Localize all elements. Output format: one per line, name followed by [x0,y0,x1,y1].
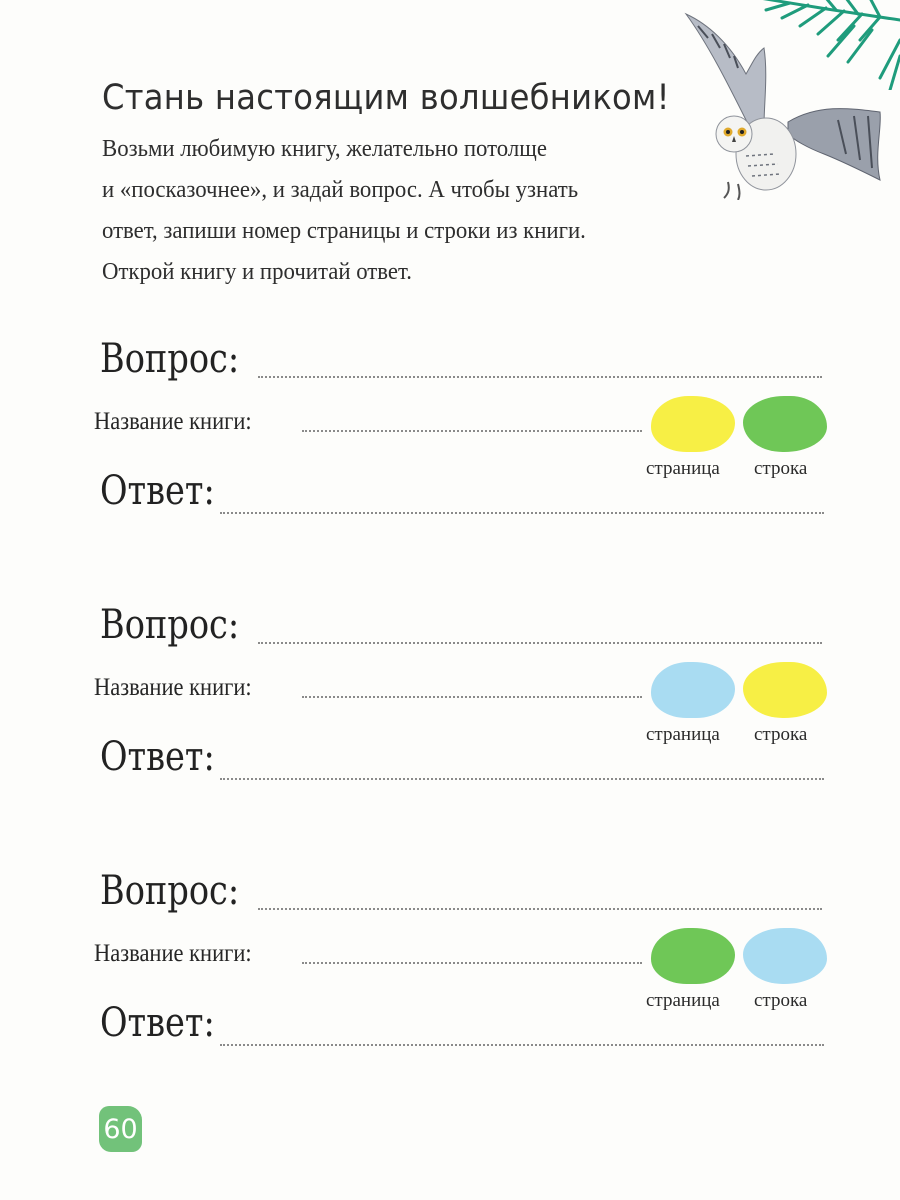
book-title-label: Название книги: [94,940,252,967]
book-title-label: Название книги: [94,674,252,701]
intro-line: Возьми любимую книгу, желательно потолще [102,135,547,162]
question-label: Вопрос: [100,868,240,914]
book-title-field[interactable] [302,430,642,432]
intro-paragraph [102,128,622,292]
page-title: Стань настоящим волшебником! [102,78,670,118]
line-number-box[interactable] [743,662,827,718]
line-number-box[interactable] [743,396,827,452]
line-caption: строка [754,990,808,1011]
answer-label: Ответ: [100,1000,215,1046]
question-label: Вопрос: [100,336,240,382]
owl-illustration [668,4,890,200]
page-caption: страница [646,990,720,1011]
page-number-box[interactable] [651,396,735,452]
answer-field[interactable] [220,1044,824,1046]
question-block-3 [0,868,900,1068]
page-caption: страница [646,458,720,479]
question-block-1 [0,336,900,536]
answer-label: Ответ: [100,734,215,780]
question-label: Вопрос: [100,602,240,648]
book-title-label: Название книги: [94,408,252,435]
book-title-field[interactable] [302,696,642,698]
book-title-field[interactable] [302,962,642,964]
question-field[interactable] [258,376,822,378]
page-caption: страница [646,724,720,745]
answer-field[interactable] [220,778,824,780]
line-caption: строка [754,458,808,479]
intro-line: ответ, запиши номер страницы и строки из книги. [102,217,586,244]
page-number-box[interactable] [651,662,735,718]
intro-line: и «посказочнее», и задай вопрос. А чтобы узнать [102,176,579,203]
question-field[interactable] [258,642,822,644]
line-number-box[interactable] [743,928,827,984]
page-number-box[interactable] [651,928,735,984]
question-block-2 [0,602,900,802]
page-number-badge: 60 [99,1106,142,1152]
answer-label: Ответ: [100,468,215,514]
intro-line: Открой книгу и прочитай ответ. [102,258,412,285]
line-caption: строка [754,724,808,745]
answer-field[interactable] [220,512,824,514]
question-field[interactable] [258,908,822,910]
